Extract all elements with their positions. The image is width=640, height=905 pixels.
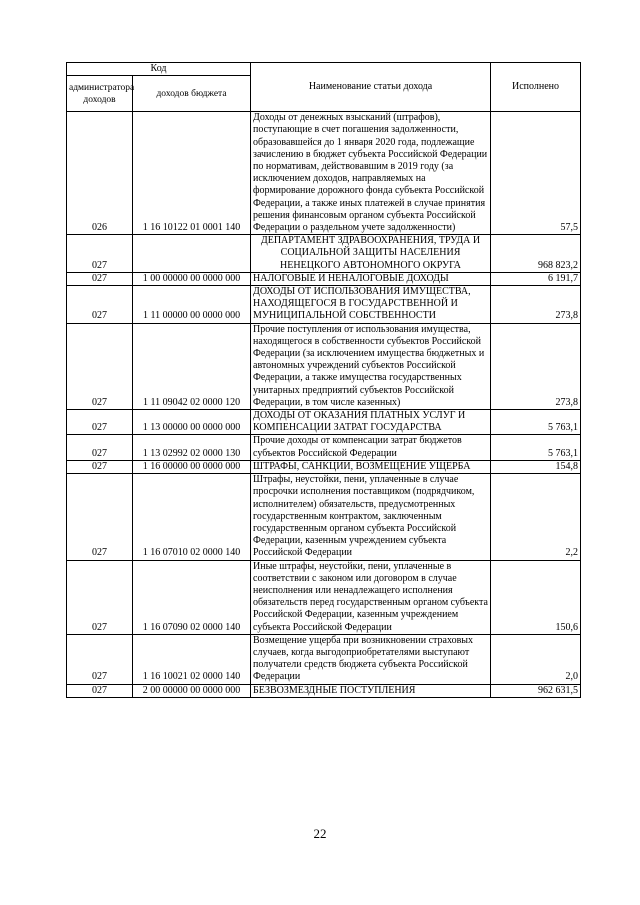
- income-code-cell: 1 11 09042 02 0000 120: [133, 323, 251, 409]
- table-row: [67, 272, 581, 285]
- admin-code-cell: 027: [67, 410, 133, 435]
- table-row: [67, 435, 581, 460]
- table-row: [67, 460, 581, 473]
- table-row: [67, 112, 581, 235]
- table-row: [67, 235, 581, 273]
- income-name-cell: Прочие поступления от использования имущества, находящегося в собственности субъектов Российской Федерации (за исключением имущества бюджетных и автономных учреждений субъектов Российской Федерации, а также имущества государственных унитарных предприятий субъектов Российской Федерации, в том числе казенных): [251, 323, 491, 409]
- income-name-cell: Иные штрафы, неустойки, пени, уплаченные в соответствии с законом или договором в случае неисполнения или ненадлежащего исполнения обязательств перед государственным органом субъекта Российской Федерации, казенным учреждением субъекта Российской Федерации: [251, 560, 491, 634]
- executed-value-cell: 968 823,2: [491, 235, 581, 273]
- table-header: [67, 63, 581, 112]
- admin-code-cell: 026: [67, 112, 133, 235]
- admin-code-cell: 027: [67, 435, 133, 460]
- admin-code-cell: 027: [67, 560, 133, 634]
- income-name-cell: Штрафы, неустойки, пени, уплаченные в случае просрочки исполнения поставщиком (подрядчиком, исполнителем) обязательств, предусмотренных государственным контрактом, заключенным государственным органом субъекта Российской Федерации, казенным учреждением субъекта Российской Федерации: [251, 474, 491, 560]
- table-row: [67, 560, 581, 634]
- income-name-cell: БЕЗВОЗМЕЗДНЫЕ ПОСТУПЛЕНИЯ: [251, 684, 491, 697]
- income-code-cell: 2 00 00000 00 0000 000: [133, 684, 251, 697]
- admin-code-cell: 027: [67, 684, 133, 697]
- table-row: [67, 410, 581, 435]
- table-row: [67, 323, 581, 409]
- admin-code-cell: 027: [67, 286, 133, 324]
- code-group-header: Код: [67, 63, 251, 76]
- income-name-cell: Возмещение ущерба при возникновении страховых случаев, когда выгодоприобретателями выступают получатели средств бюджета субъекта Российской Федерации: [251, 634, 491, 684]
- income-code-cell: 1 13 02992 02 0000 130: [133, 435, 251, 460]
- executed-value-cell: 2,2: [491, 474, 581, 560]
- executed-value-cell: 273,8: [491, 323, 581, 409]
- income-code-cell: 1 16 07090 02 0000 140: [133, 560, 251, 634]
- income-name-cell: ДОХОДЫ ОТ ИСПОЛЬЗОВАНИЯ ИМУЩЕСТВА, НАХОДЯЩЕГОСЯ В ГОСУДАРСТВЕННОЙ И МУНИЦИПАЛЬНОЙ СОБСТВЕННОСТИ: [251, 286, 491, 324]
- revenue-table: [66, 62, 581, 698]
- income-name-cell: Прочие доходы от компенсации затрат бюджетов субъектов Российской Федерации: [251, 435, 491, 460]
- income-code-cell: 1 13 00000 00 0000 000: [133, 410, 251, 435]
- executed-value-cell: 57,5: [491, 112, 581, 235]
- executed-value-cell: 962 631,5: [491, 684, 581, 697]
- income-name-cell: НАЛОГОВЫЕ И НЕНАЛОГОВЫЕ ДОХОДЫ: [251, 272, 491, 285]
- admin-code-cell: 027: [67, 460, 133, 473]
- admin-code-cell: 027: [67, 235, 133, 273]
- table-body: [67, 112, 581, 698]
- income-code-column-header: доходов бюджета: [133, 76, 251, 112]
- income-code-cell: 1 00 00000 00 0000 000: [133, 272, 251, 285]
- table-row: [67, 634, 581, 684]
- executed-value-cell: 5 763,1: [491, 435, 581, 460]
- admin-code-cell: 027: [67, 323, 133, 409]
- executed-column-header: Исполнено: [491, 63, 581, 112]
- table-row: [67, 684, 581, 697]
- income-name-cell: ДОХОДЫ ОТ ОКАЗАНИЯ ПЛАТНЫХ УСЛУГ И КОМПЕНСАЦИИ ЗАТРАТ ГОСУДАРСТВА: [251, 410, 491, 435]
- income-code-cell: [133, 235, 251, 273]
- income-code-cell: 1 11 00000 00 0000 000: [133, 286, 251, 324]
- admin-column-header: администратора доходов: [67, 76, 133, 112]
- executed-value-cell: 150,6: [491, 560, 581, 634]
- admin-code-cell: 027: [67, 474, 133, 560]
- admin-code-cell: 027: [67, 272, 133, 285]
- executed-value-cell: 5 763,1: [491, 410, 581, 435]
- income-code-cell: 1 16 00000 00 0000 000: [133, 460, 251, 473]
- income-name-cell: Доходы от денежных взысканий (штрафов), поступающие в счет погашения задолженности, образовавшейся до 1 января 2020 года, подлежащие зачислению в бюджет субъекта Российской Федерации по нормативам, действовавшим в 2019 году (за исключением доходов, направляемых на формирование дорожного фонда субъекта Российской Федерации, а также иных платежей в случае принятия решения финансовым органом субъекта Российской Федерации о раздельном учете задолженности): [251, 112, 491, 235]
- executed-value-cell: 273,8: [491, 286, 581, 324]
- table-row: [67, 474, 581, 560]
- income-code-cell: 1 16 10021 02 0000 140: [133, 634, 251, 684]
- table-row: [67, 286, 581, 324]
- executed-value-cell: 2,0: [491, 634, 581, 684]
- admin-code-cell: 027: [67, 634, 133, 684]
- income-code-cell: 1 16 07010 02 0000 140: [133, 474, 251, 560]
- page-number: 22: [313, 826, 327, 841]
- executed-value-cell: 6 191,7: [491, 272, 581, 285]
- executed-value-cell: 154,8: [491, 460, 581, 473]
- income-name-cell: ДЕПАРТАМЕНТ ЗДРАВООХРАНЕНИЯ, ТРУДА И СОЦИАЛЬНОЙ ЗАЩИТЫ НАСЕЛЕНИЯ НЕНЕЦКОГО АВТОНОМНОГО ОКРУГА: [251, 235, 491, 273]
- name-column-header: Наименование статьи дохода: [251, 63, 491, 112]
- income-name-cell: ШТРАФЫ, САНКЦИИ, ВОЗМЕЩЕНИЕ УЩЕРБА: [251, 460, 491, 473]
- income-code-cell: 1 16 10122 01 0001 140: [133, 112, 251, 235]
